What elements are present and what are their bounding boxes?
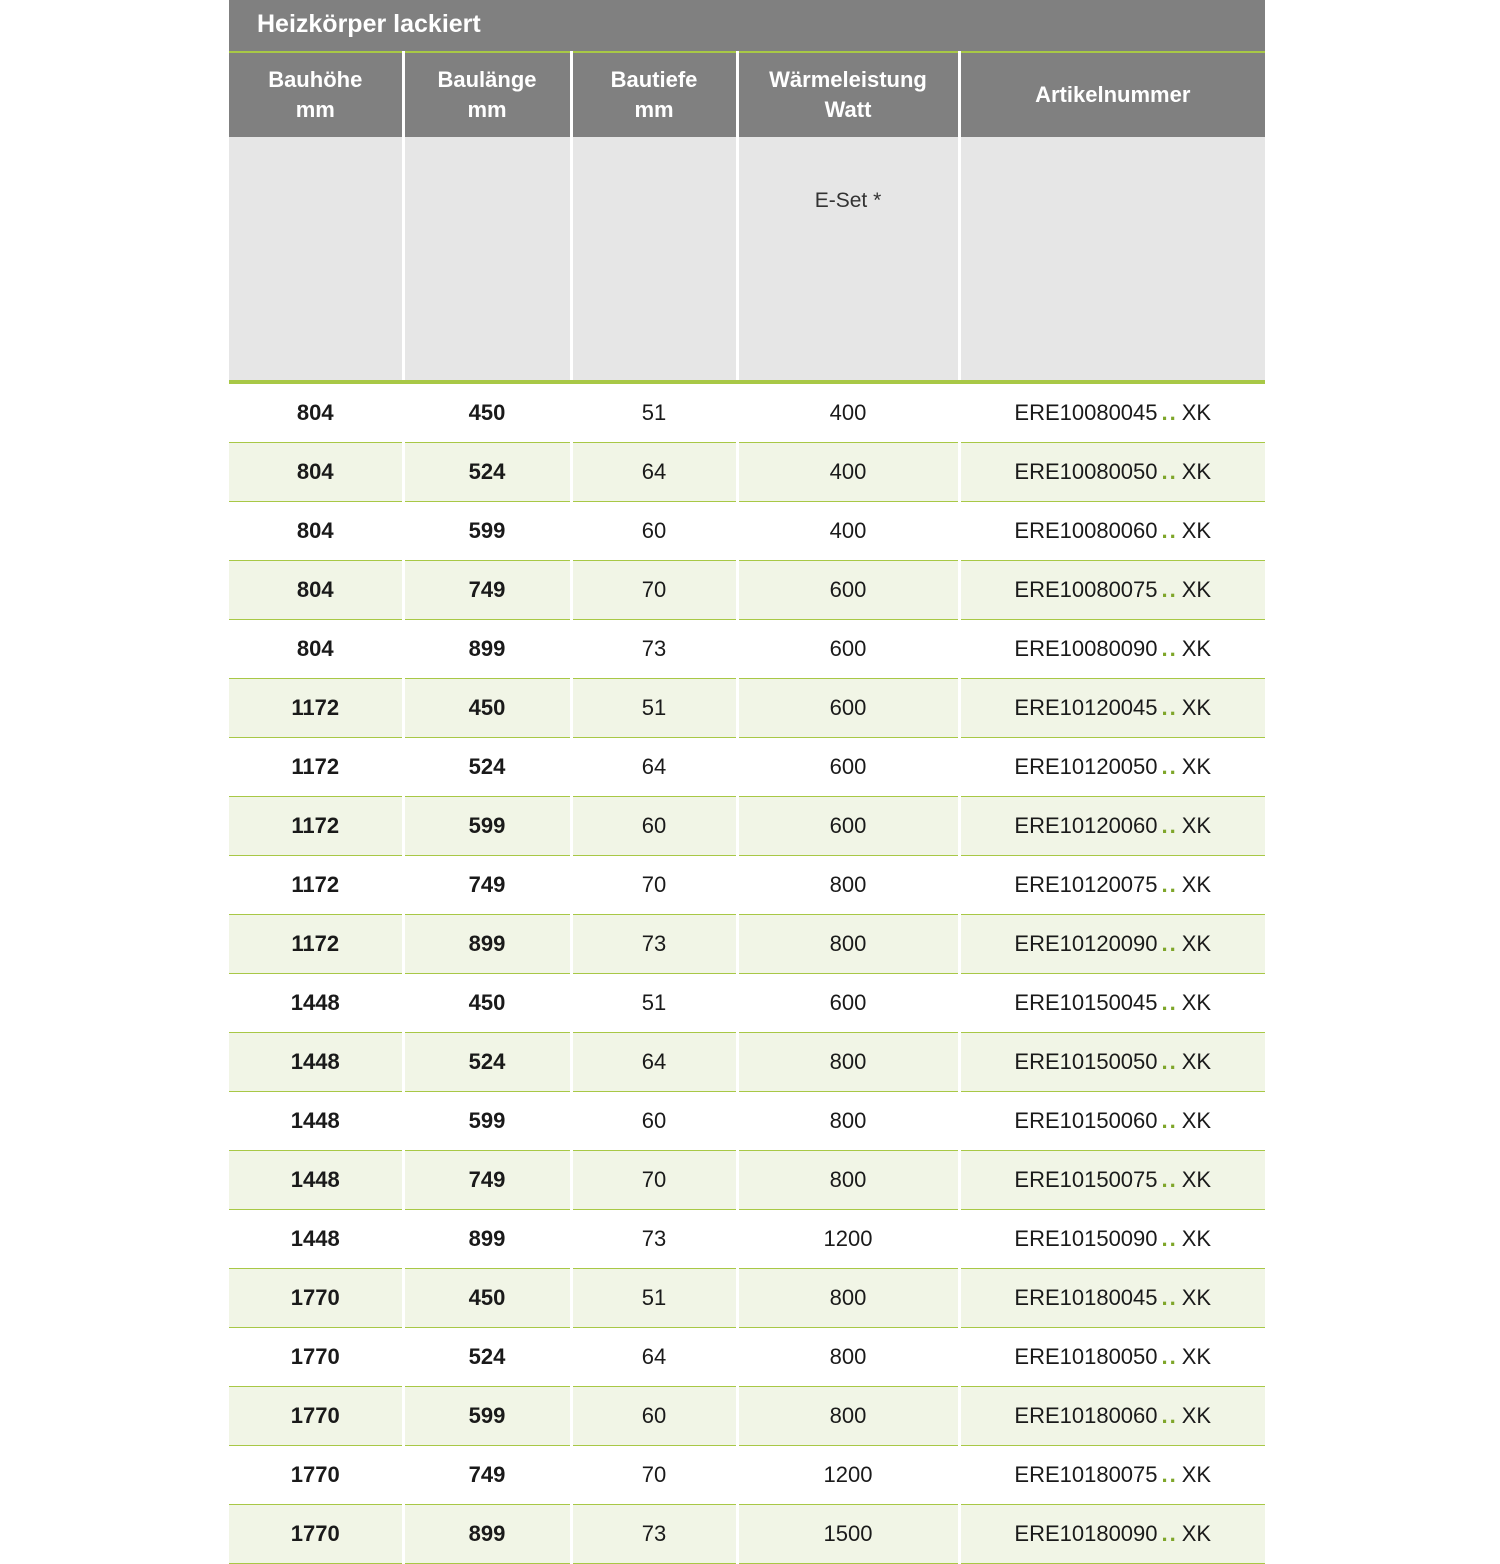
artikelnummer-placeholder-dots: ..	[1161, 931, 1178, 956]
cell-bautiefe: 64	[571, 1033, 737, 1092]
cell-waermeleistung: 600	[737, 797, 959, 856]
column-header-bautiefe	[571, 52, 737, 137]
artikelnummer-prefix: ERE10150060	[1014, 1108, 1158, 1133]
artikelnummer-suffix: XK	[1181, 1108, 1212, 1133]
cell-artikelnummer	[959, 1328, 1265, 1387]
artikelnummer-prefix: ERE10120075	[1014, 872, 1158, 897]
cell-bauhoehe: 1770	[229, 1269, 403, 1328]
artikelnummer-suffix: XK	[1181, 518, 1212, 543]
cell-artikelnummer	[959, 797, 1265, 856]
cell-waermeleistung: 800	[737, 1387, 959, 1446]
artikelnummer-suffix: XK	[1181, 813, 1212, 838]
cell-bautiefe: 70	[571, 1446, 737, 1505]
column-header-bautiefe-line2: mm	[634, 97, 674, 122]
cell-baulaenge: 599	[403, 1387, 571, 1446]
cell-bauhoehe: 1770	[229, 1446, 403, 1505]
cell-artikelnummer	[959, 1151, 1265, 1210]
cell-bauhoehe: 1770	[229, 1387, 403, 1446]
artikelnummer-placeholder-dots: ..	[1161, 813, 1178, 838]
column-header-baulaenge-line1: Baulänge	[437, 67, 537, 93]
cell-artikelnummer	[959, 561, 1265, 620]
subheader-cell-artikelnummer	[959, 137, 1265, 382]
artikelnummer-prefix: ERE10080075	[1014, 577, 1158, 602]
cell-bauhoehe: 804	[229, 382, 403, 443]
artikelnummer-placeholder-dots: ..	[1161, 1403, 1178, 1428]
cell-waermeleistung: 600	[737, 974, 959, 1033]
cell-bautiefe: 60	[571, 1387, 737, 1446]
cell-bautiefe: 51	[571, 679, 737, 738]
cell-waermeleistung: 800	[737, 1328, 959, 1387]
cell-waermeleistung: 800	[737, 1151, 959, 1210]
cell-bauhoehe: 1172	[229, 738, 403, 797]
artikelnummer-suffix: XK	[1181, 1403, 1212, 1428]
artikelnummer-suffix: XK	[1181, 990, 1212, 1015]
artikelnummer-suffix: XK	[1181, 1167, 1212, 1192]
cell-baulaenge: 749	[403, 1446, 571, 1505]
cell-waermeleistung: 800	[737, 1092, 959, 1151]
cell-bauhoehe: 804	[229, 443, 403, 502]
table-row	[229, 382, 1265, 443]
cell-baulaenge: 450	[403, 974, 571, 1033]
subheader-cell-eset: E-Set *	[737, 137, 959, 382]
column-header-waermeleistung	[737, 52, 959, 137]
cell-artikelnummer	[959, 1387, 1265, 1446]
cell-baulaenge: 524	[403, 738, 571, 797]
cell-waermeleistung: 1500	[737, 1505, 959, 1564]
cell-bauhoehe: 1448	[229, 1210, 403, 1269]
column-header-bauhoehe	[229, 52, 403, 137]
cell-bautiefe: 64	[571, 443, 737, 502]
cell-baulaenge: 599	[403, 1092, 571, 1151]
cell-baulaenge: 899	[403, 1210, 571, 1269]
cell-artikelnummer	[959, 915, 1265, 974]
cell-baulaenge: 899	[403, 620, 571, 679]
cell-baulaenge: 899	[403, 915, 571, 974]
cell-bauhoehe: 804	[229, 620, 403, 679]
table-row	[229, 1151, 1265, 1210]
artikelnummer-placeholder-dots: ..	[1161, 636, 1178, 661]
cell-baulaenge: 599	[403, 797, 571, 856]
artikelnummer-suffix: XK	[1181, 1049, 1212, 1074]
table-title: Heizkörper lackiert	[229, 0, 1265, 52]
cell-waermeleistung: 400	[737, 502, 959, 561]
artikelnummer-suffix: XK	[1181, 1226, 1212, 1251]
cell-artikelnummer	[959, 1210, 1265, 1269]
cell-waermeleistung: 400	[737, 443, 959, 502]
artikelnummer-prefix: ERE10180050	[1014, 1344, 1158, 1369]
artikelnummer-prefix: ERE10120060	[1014, 813, 1158, 838]
artikelnummer-suffix: XK	[1181, 459, 1212, 484]
cell-baulaenge: 524	[403, 443, 571, 502]
cell-bautiefe: 60	[571, 797, 737, 856]
cell-bautiefe: 60	[571, 502, 737, 561]
cell-bauhoehe: 1448	[229, 1092, 403, 1151]
cell-artikelnummer	[959, 738, 1265, 797]
column-header-waermeleistung-line1: Wärmeleistung	[769, 67, 927, 93]
artikelnummer-placeholder-dots: ..	[1161, 577, 1178, 602]
cell-artikelnummer	[959, 1446, 1265, 1505]
artikelnummer-prefix: ERE10120090	[1014, 931, 1158, 956]
cell-bautiefe: 60	[571, 1092, 737, 1151]
column-header-baulaenge	[403, 52, 571, 137]
specification-table	[229, 0, 1265, 1564]
artikelnummer-suffix: XK	[1181, 1521, 1212, 1546]
cell-artikelnummer	[959, 679, 1265, 738]
cell-bautiefe: 51	[571, 1269, 737, 1328]
column-header-bautiefe-line1: Bautiefe	[610, 67, 698, 93]
column-header-baulaenge-line2: mm	[467, 97, 507, 122]
artikelnummer-prefix: ERE10080090	[1014, 636, 1158, 661]
table-row	[229, 1269, 1265, 1328]
artikelnummer-suffix: XK	[1181, 872, 1212, 897]
cell-waermeleistung: 1200	[737, 1446, 959, 1505]
cell-bautiefe: 73	[571, 1505, 737, 1564]
artikelnummer-prefix: ERE10080045	[1014, 400, 1158, 425]
cell-bautiefe: 73	[571, 1210, 737, 1269]
cell-baulaenge: 899	[403, 1505, 571, 1564]
cell-waermeleistung: 600	[737, 738, 959, 797]
artikelnummer-suffix: XK	[1181, 695, 1212, 720]
artikelnummer-placeholder-dots: ..	[1161, 990, 1178, 1015]
table-row	[229, 1210, 1265, 1269]
cell-artikelnummer	[959, 620, 1265, 679]
cell-bautiefe: 64	[571, 738, 737, 797]
table-row	[229, 856, 1265, 915]
artikelnummer-placeholder-dots: ..	[1161, 1462, 1178, 1487]
subheader-cell-bautiefe	[571, 137, 737, 382]
cell-bautiefe: 70	[571, 561, 737, 620]
artikelnummer-prefix: ERE10150075	[1014, 1167, 1158, 1192]
table-row	[229, 738, 1265, 797]
artikelnummer-suffix: XK	[1181, 577, 1212, 602]
table-title-row	[229, 0, 1265, 52]
artikelnummer-suffix: XK	[1181, 754, 1212, 779]
cell-waermeleistung: 600	[737, 620, 959, 679]
cell-bauhoehe: 1448	[229, 1151, 403, 1210]
table-row	[229, 502, 1265, 561]
artikelnummer-placeholder-dots: ..	[1161, 1521, 1178, 1546]
cell-waermeleistung: 600	[737, 561, 959, 620]
cell-artikelnummer	[959, 1033, 1265, 1092]
artikelnummer-placeholder-dots: ..	[1161, 459, 1178, 484]
cell-baulaenge: 749	[403, 856, 571, 915]
table-body	[229, 382, 1265, 1564]
artikelnummer-placeholder-dots: ..	[1161, 754, 1178, 779]
table-row	[229, 1387, 1265, 1446]
cell-baulaenge: 749	[403, 561, 571, 620]
artikelnummer-prefix: ERE10150050	[1014, 1049, 1158, 1074]
table-row	[229, 1505, 1265, 1564]
artikelnummer-prefix: ERE10150045	[1014, 990, 1158, 1015]
cell-bauhoehe: 1172	[229, 915, 403, 974]
column-header-artikelnummer-line1: Artikelnummer	[1035, 82, 1191, 108]
artikelnummer-prefix: ERE10120050	[1014, 754, 1158, 779]
cell-bauhoehe: 1770	[229, 1505, 403, 1564]
cell-bautiefe: 73	[571, 620, 737, 679]
artikelnummer-suffix: XK	[1181, 1285, 1212, 1310]
cell-baulaenge: 450	[403, 679, 571, 738]
artikelnummer-suffix: XK	[1181, 1462, 1212, 1487]
spec-table-container	[229, 0, 1265, 1564]
cell-artikelnummer	[959, 1269, 1265, 1328]
table-row	[229, 679, 1265, 738]
cell-bautiefe: 73	[571, 915, 737, 974]
cell-artikelnummer	[959, 856, 1265, 915]
subheader-row	[229, 137, 1265, 382]
cell-baulaenge: 450	[403, 1269, 571, 1328]
cell-waermeleistung: 800	[737, 1269, 959, 1328]
table-row	[229, 797, 1265, 856]
cell-baulaenge: 749	[403, 1151, 571, 1210]
table-row	[229, 1446, 1265, 1505]
artikelnummer-prefix: ERE10180060	[1014, 1403, 1158, 1428]
table-header	[229, 0, 1265, 382]
cell-bauhoehe: 1448	[229, 974, 403, 1033]
cell-baulaenge: 450	[403, 382, 571, 443]
artikelnummer-suffix: XK	[1181, 1344, 1212, 1369]
artikelnummer-prefix: ERE10080060	[1014, 518, 1158, 543]
table-row	[229, 443, 1265, 502]
table-row	[229, 1092, 1265, 1151]
cell-bautiefe: 51	[571, 974, 737, 1033]
subheader-cell-bauhoehe	[229, 137, 403, 382]
artikelnummer-prefix: ERE10120045	[1014, 695, 1158, 720]
cell-bautiefe: 70	[571, 856, 737, 915]
cell-artikelnummer	[959, 1092, 1265, 1151]
cell-bauhoehe: 1172	[229, 679, 403, 738]
cell-artikelnummer	[959, 1505, 1265, 1564]
artikelnummer-prefix: ERE10180075	[1014, 1462, 1158, 1487]
table-row	[229, 1033, 1265, 1092]
cell-bauhoehe: 1770	[229, 1328, 403, 1387]
cell-artikelnummer	[959, 502, 1265, 561]
artikelnummer-prefix: ERE10150090	[1014, 1226, 1158, 1251]
cell-bauhoehe: 1172	[229, 856, 403, 915]
artikelnummer-placeholder-dots: ..	[1161, 1049, 1178, 1074]
cell-waermeleistung: 600	[737, 679, 959, 738]
artikelnummer-prefix: ERE10180045	[1014, 1285, 1158, 1310]
artikelnummer-placeholder-dots: ..	[1161, 872, 1178, 897]
cell-waermeleistung: 800	[737, 915, 959, 974]
column-header-waermeleistung-line2: Watt	[824, 97, 872, 122]
subheader-cell-baulaenge	[403, 137, 571, 382]
artikelnummer-placeholder-dots: ..	[1161, 518, 1178, 543]
cell-bautiefe: 70	[571, 1151, 737, 1210]
column-header-row	[229, 52, 1265, 137]
cell-baulaenge: 599	[403, 502, 571, 561]
cell-bauhoehe: 804	[229, 561, 403, 620]
cell-waermeleistung: 400	[737, 382, 959, 443]
cell-waermeleistung: 800	[737, 1033, 959, 1092]
table-row	[229, 974, 1265, 1033]
artikelnummer-placeholder-dots: ..	[1161, 400, 1178, 425]
artikelnummer-suffix: XK	[1181, 400, 1212, 425]
table-row	[229, 620, 1265, 679]
cell-waermeleistung: 1200	[737, 1210, 959, 1269]
artikelnummer-suffix: XK	[1181, 931, 1212, 956]
artikelnummer-placeholder-dots: ..	[1161, 1108, 1178, 1133]
cell-baulaenge: 524	[403, 1328, 571, 1387]
artikelnummer-placeholder-dots: ..	[1161, 1167, 1178, 1192]
cell-bauhoehe: 1172	[229, 797, 403, 856]
table-row	[229, 561, 1265, 620]
cell-artikelnummer	[959, 974, 1265, 1033]
cell-bauhoehe: 804	[229, 502, 403, 561]
column-header-artikelnummer	[959, 52, 1265, 137]
cell-bautiefe: 51	[571, 382, 737, 443]
cell-baulaenge: 524	[403, 1033, 571, 1092]
artikelnummer-prefix: ERE10180090	[1014, 1521, 1158, 1546]
cell-artikelnummer	[959, 382, 1265, 443]
table-row	[229, 915, 1265, 974]
cell-artikelnummer	[959, 443, 1265, 502]
column-header-bauhoehe-line1: Bauhöhe	[268, 67, 363, 93]
cell-bautiefe: 64	[571, 1328, 737, 1387]
artikelnummer-placeholder-dots: ..	[1161, 1344, 1178, 1369]
cell-bauhoehe: 1448	[229, 1033, 403, 1092]
artikelnummer-prefix: ERE10080050	[1014, 459, 1158, 484]
artikelnummer-suffix: XK	[1181, 636, 1212, 661]
column-header-bauhoehe-line2: mm	[295, 97, 335, 122]
artikelnummer-placeholder-dots: ..	[1161, 1285, 1178, 1310]
cell-waermeleistung: 800	[737, 856, 959, 915]
artikelnummer-placeholder-dots: ..	[1161, 695, 1178, 720]
artikelnummer-placeholder-dots: ..	[1161, 1226, 1178, 1251]
table-row	[229, 1328, 1265, 1387]
